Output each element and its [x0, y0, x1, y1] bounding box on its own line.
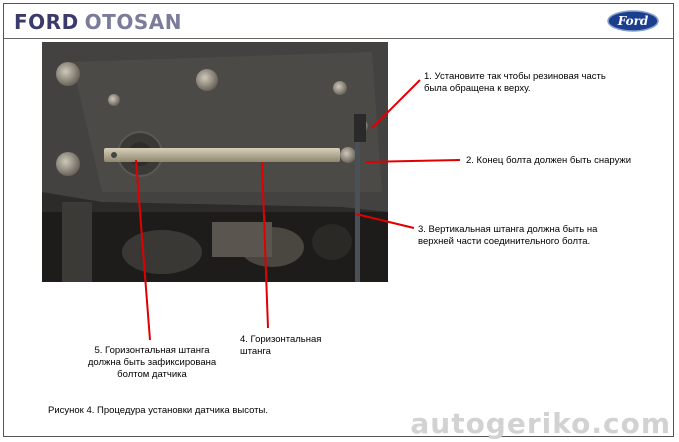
logo-text: Ford [617, 14, 649, 28]
sensor-photo [42, 42, 388, 282]
ford-oval-logo-icon [607, 10, 659, 37]
watermark: autogeriko.com [410, 407, 671, 440]
brand-primary: FORD [14, 10, 79, 34]
header-bar [4, 4, 673, 39]
callout-4: 4. Горизонтальная штанга [240, 334, 322, 357]
callout-5: 5. Горизонтальная штанга должна быть зафиксирована болтом датчика [87, 345, 217, 380]
brand-secondary: OTOSAN [84, 10, 182, 34]
callout-3: 3. Вертикальная штанга должна быть на верхней части соединительного болта. [418, 224, 598, 247]
callout-1: 1. Установите так чтобы резиновая часть была обращена к верху. [424, 71, 606, 94]
brand-title [14, 10, 182, 34]
callout-2: 2. Конец болта должен быть снаружи [466, 155, 632, 166]
figure-caption: Рисунок 4. Процедура установки датчика высоты. [48, 405, 268, 416]
